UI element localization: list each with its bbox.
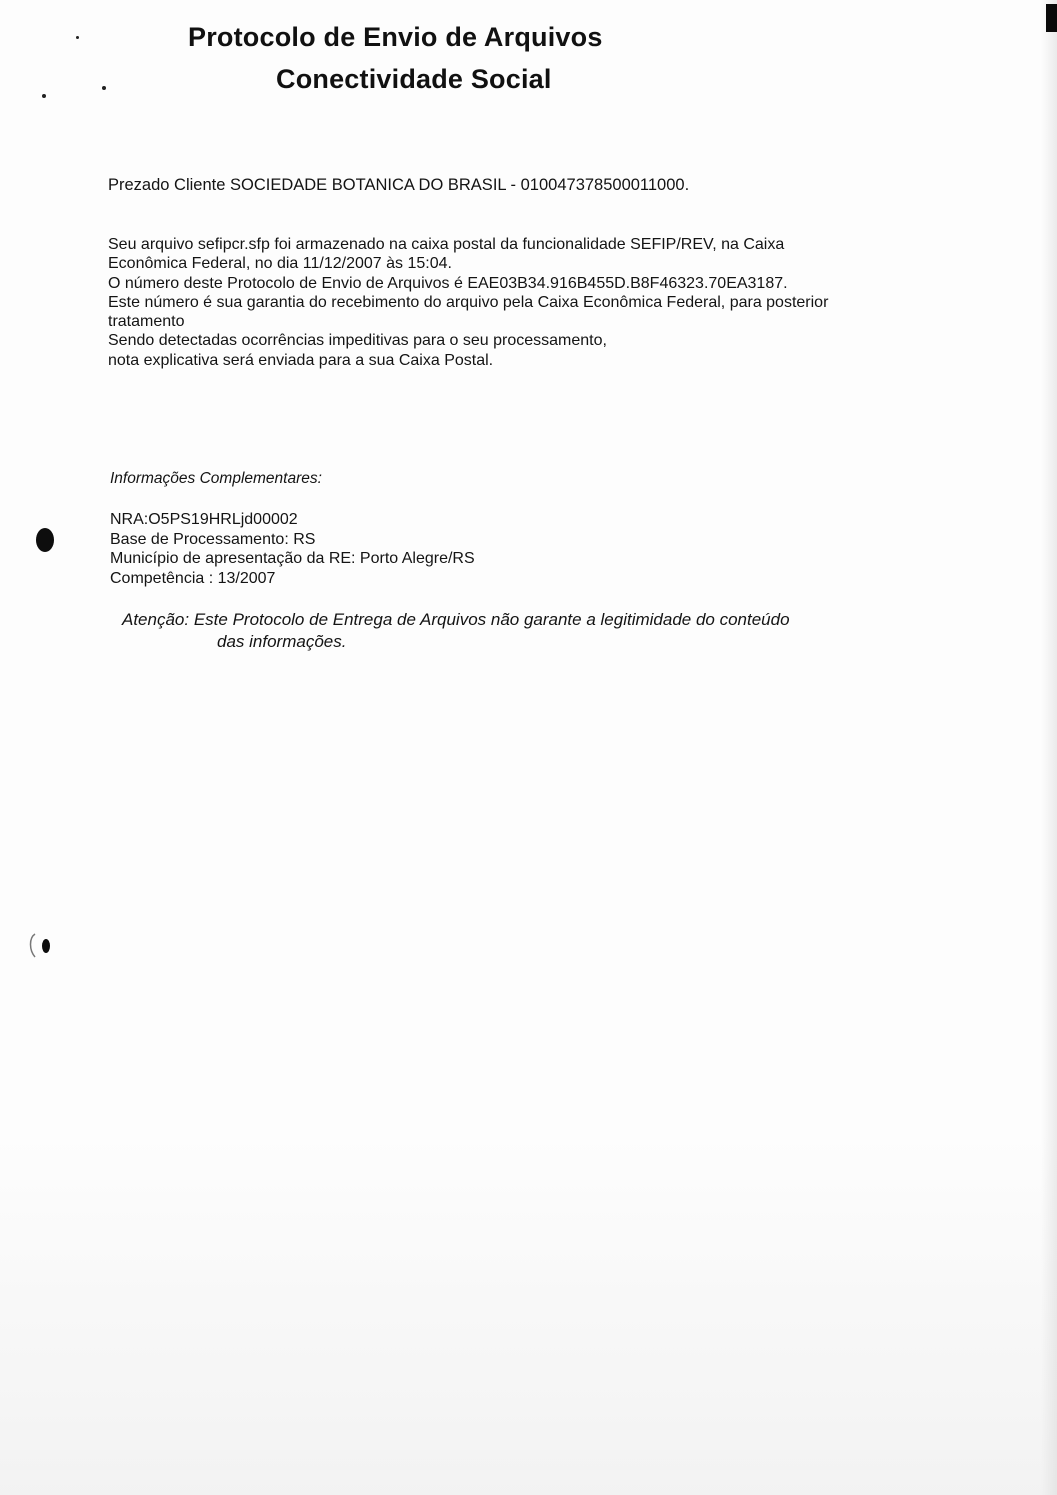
message-line: Seu arquivo sefipcr.sfp foi armazenado na caixa postal da funcionalidade SEFIP/REV, na Caixa [108, 236, 785, 253]
scan-corner-mark [1046, 4, 1057, 32]
attention-line: Atenção: Este Protocolo de Entrega de Arquivos não garante a legitimidade do conteúdo [122, 610, 790, 629]
document-subtitle: Conectividade Social [276, 64, 552, 94]
info-competence: Competência : 13/2007 [110, 569, 276, 587]
scan-speck [102, 86, 106, 90]
message-line: tratamento [108, 313, 185, 331]
client-greeting: Prezado Cliente SOCIEDADE BOTANICA DO BRASIL - 010047378500011000. [108, 176, 690, 194]
info-nra: NRA:O5PS19HRLjd00002 [110, 511, 298, 528]
info-municipality: Município de apresentação da RE: Porto Alegre/RS [110, 550, 475, 567]
attention-line: das informações. [217, 632, 347, 651]
message-line: Sendo detectadas ocorrências impeditivas para o seu processamento, [108, 332, 607, 350]
punch-hole-mark [36, 528, 54, 552]
message-line: nota explicativa será enviada para a sua Caixa Postal. [108, 351, 494, 369]
message-line: O número deste Protocolo de Envio de Arquivos é EAE03B34.916B455D.B8F46323.70EA3187. [108, 274, 788, 292]
scan-speck [76, 36, 79, 39]
scan-bottom-noise [0, 1135, 1057, 1495]
document-title: Protocolo de Envio de Arquivos [188, 22, 603, 52]
complementary-info-list [110, 510, 475, 588]
message-line: Este número é sua garantia do recebimento do arquivo pela Caixa Econômica Federal, para posterior [108, 293, 829, 311]
punch-hole-mark [26, 930, 56, 960]
info-processing-base: Base de Processamento: RS [110, 530, 316, 548]
scan-speck [42, 94, 46, 98]
attention-notice [122, 609, 790, 653]
protocol-message [108, 235, 828, 370]
complementary-info-heading: Informações Complementares: [110, 470, 322, 487]
message-line: Econômica Federal, no dia 11/12/2007 às 15:04. [108, 255, 452, 273]
